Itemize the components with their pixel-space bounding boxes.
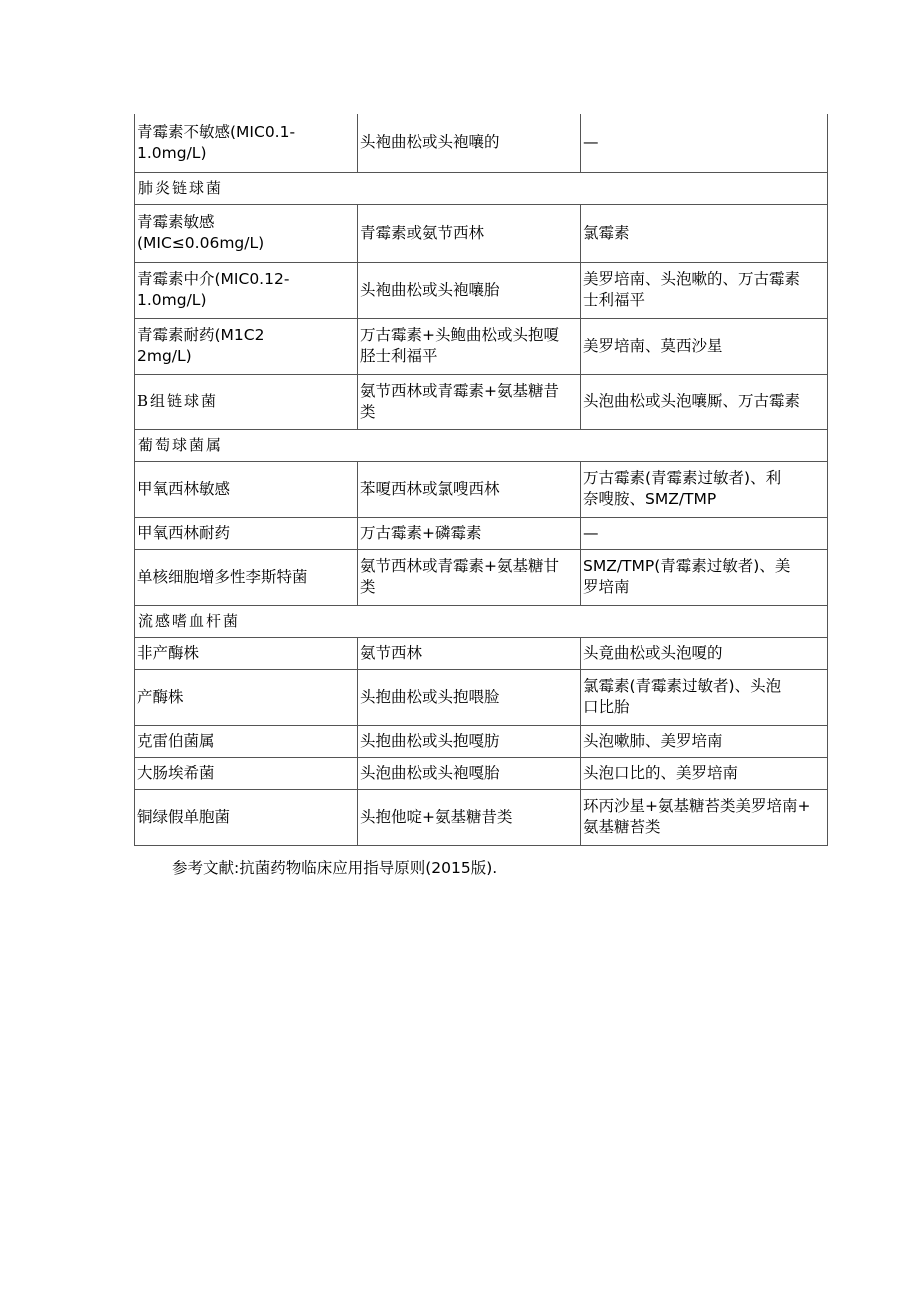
first-choice-cell: 头袍曲松或头袍嚷胎 [358,262,581,318]
alternative-cell: 头泡嗽肺、美罗培南 [581,725,828,757]
first-choice-cell: 苯嗄西林或氯嗖西林 [358,461,581,517]
pathogen-cell: 青霉素耐药(M1C2 2mg/L) [135,318,358,374]
pathogen-cell: 单核细胞增多性李斯特菌 [135,549,358,605]
table-body [135,114,828,845]
alternative-cell: 氯霉素 [581,204,828,262]
pathogen-cell: 青霉素中介(MIC0.12- 1.0mg/L) [135,262,358,318]
pathogen-cell: 青霉素敏感 (MIC≤0.06mg/L) [135,204,358,262]
first-choice-cell: 头抱曲松或头抱喂脸 [358,669,581,725]
antibiotic-table [134,114,828,846]
pathogen-cell: 青霉素不敏感(MIC0.1- 1.0mg/L) [135,114,358,172]
first-choice-cell: 头泡曲松或头袍嘎胎 [358,757,581,789]
table-row [135,204,828,262]
first-choice-cell: 青霉素或氨节西林 [358,204,581,262]
pathogen-cell: 产酶株 [135,669,358,725]
first-choice-cell: 氨节西林 [358,637,581,669]
first-choice-cell: 头抱曲松或头抱嘎肪 [358,725,581,757]
pathogen-cell: 克雷伯菌属 [135,725,358,757]
group-heading: 肺炎链球菌 [135,172,828,204]
alternative-cell: 头竟曲松或头泡嗄的 [581,637,828,669]
table-row [135,725,828,757]
alternative-cell: 头泡口比的、美罗培南 [581,757,828,789]
alternative-cell: 环丙沙星+氨基糖苔类美罗培南+ 氨基糖苔类 [581,789,828,845]
pathogen-cell: 非产酶株 [135,637,358,669]
table-row [135,374,828,429]
group-row [135,605,828,637]
table-row [135,669,828,725]
table-row [135,114,828,172]
pathogen-cell: 甲氧西林耐药 [135,517,358,549]
group-heading: 流感嗜血杆菌 [135,605,828,637]
alternative-cell: 美罗培南、莫西沙星 [581,318,828,374]
pathogen-cell: B组链球菌 [135,374,358,429]
table-row [135,549,828,605]
alternative-cell: 氯霉素(青霉素过敏者)、头泡 口比胎 [581,669,828,725]
pathogen-cell: 大肠埃希菌 [135,757,358,789]
first-choice-cell: 氨节西林或青霉素+氨基糖甘 类 [358,549,581,605]
document-body [134,114,828,846]
group-row [135,172,828,204]
first-choice-cell: 头抱他啶+氨基糖昔类 [358,789,581,845]
group-row [135,429,828,461]
first-choice-cell: 氨节西林或青霉素+氨基糖昔 类 [358,374,581,429]
pathogen-cell: 甲氧西林敏感 [135,461,358,517]
table-row [135,757,828,789]
table-row [135,637,828,669]
alternative-cell: SMZ/TMP(青霉素过敏者)、美 罗培南 [581,549,828,605]
table-row [135,318,828,374]
reference-note: 参考文献:抗菌药物临床应用指导原则(2015版). [172,859,498,877]
table-row [135,262,828,318]
table-row [135,789,828,845]
alternative-cell: 美罗培南、头泡嗽的、万古霉素 士利福平 [581,262,828,318]
pathogen-cell: 铜绿假单胞菌 [135,789,358,845]
alternative-cell: 万古霉素(青霉素过敏者)、利 奈嗖胺、SMZ/TMP [581,461,828,517]
table-row [135,461,828,517]
first-choice-cell: 万古霉素+头鲍曲松或头抱嗄 胫士利福平 [358,318,581,374]
table-row [135,517,828,549]
group-heading: 葡萄球菌属 [135,429,828,461]
alternative-cell: 头泡曲松或头泡嚷厮、万古霉素 [581,374,828,429]
alternative-cell: — [581,114,828,172]
alternative-cell: — [581,517,828,549]
first-choice-cell: 万古霉素+磷霉素 [358,517,581,549]
first-choice-cell: 头袍曲松或头袍嚷的 [358,114,581,172]
